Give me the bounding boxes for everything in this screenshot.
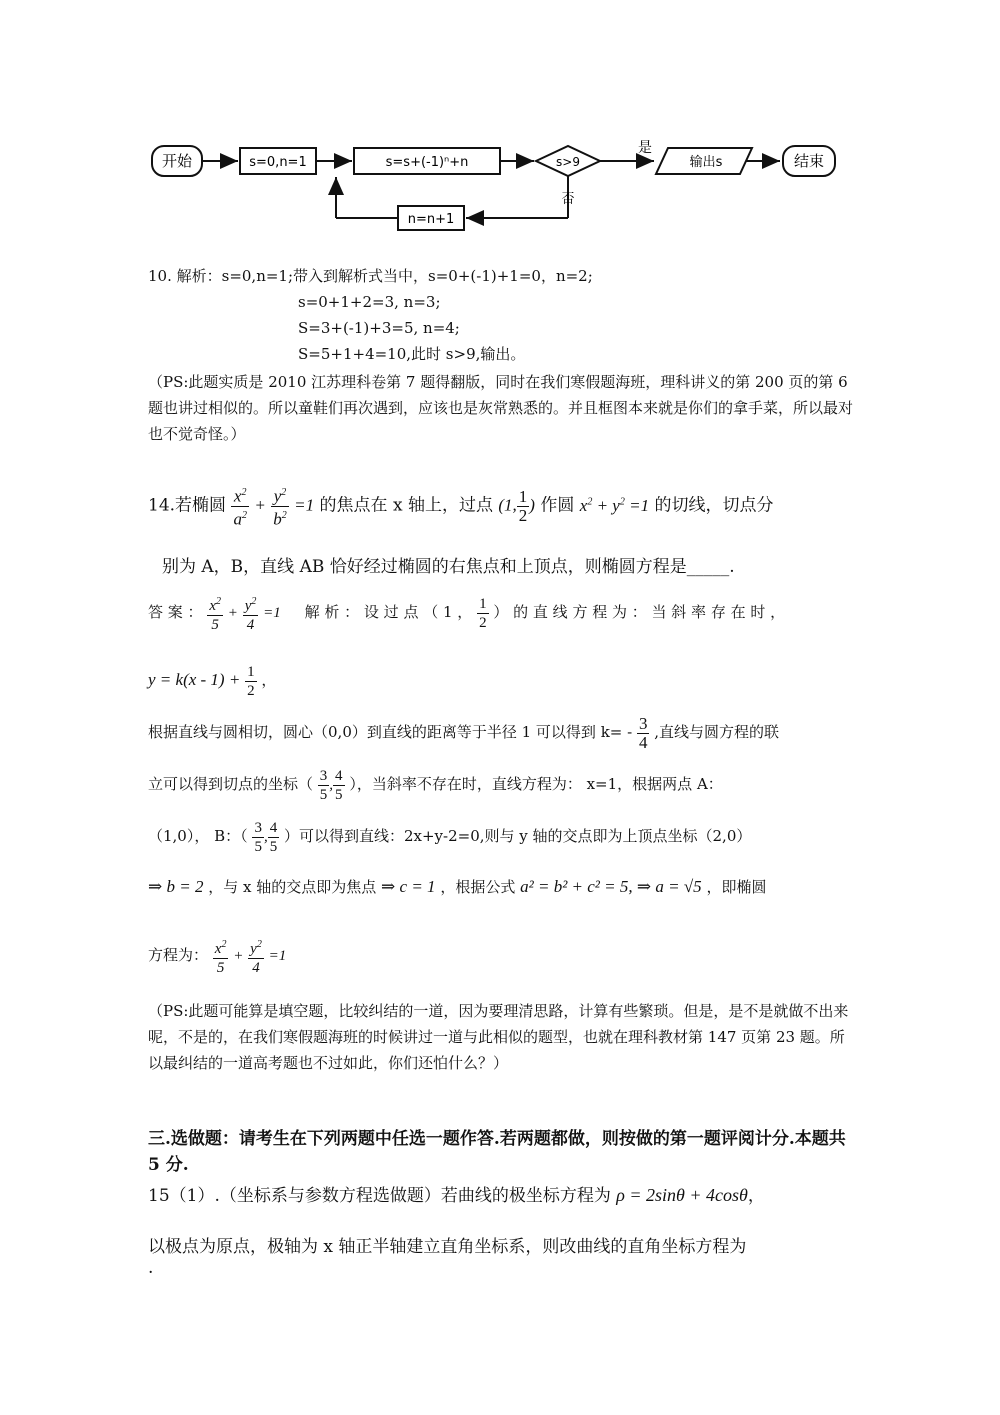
- point-b-x-fraction: $\frac{3}{5}$: [254, 819, 262, 855]
- tangent-row: [148, 712, 779, 752]
- points-a: （1,0）， B：（: [148, 827, 248, 845]
- final-x-fraction: $\frac{x^2}{5}$: [213, 936, 229, 977]
- tangent-x-fraction: $\frac{3}{5}$: [319, 767, 328, 803]
- q10-line3: S=3+(-1)+3=5, n=4;: [298, 319, 460, 337]
- ellipse-x-fraction: $\frac{x^2}{a^2}$: [231, 484, 249, 528]
- q10-line2: s=0+1+2=3, n=3;: [298, 293, 441, 311]
- q15-row1: [148, 1180, 765, 1211]
- q10-line1: 10. 解析：s=0,n=1;带入到解析式当中，s=0+(-1)+1=0，n=2;: [148, 267, 593, 285]
- b-equation: ⇒ b = 2: [148, 877, 204, 896]
- q15-a: 15（1）.（坐标系与参数方程选做题）若曲线的极坐标方程为: [148, 1186, 611, 1206]
- tangent-d: ），当斜率不存在时，直线方程为： x=1，根据两点 A：: [349, 775, 723, 793]
- end-label: 结束: [793, 152, 825, 170]
- derivation-row: [148, 872, 766, 902]
- final-y-fraction: $\frac{y^2}{4}$: [248, 936, 264, 977]
- answer-label: 答 案 ：: [148, 603, 203, 621]
- q14-stem-b: 的焦点在 x 轴上，过点: [319, 495, 493, 516]
- tangent-b: ,直线与圆方程的联: [654, 723, 780, 741]
- slope-fraction: $\frac{3}{4}$: [638, 713, 648, 752]
- analysis-b: ） 的 直 线 方 程 为 ： 当 斜 率 存 在 时 ，: [493, 603, 786, 621]
- init-label: s=0,n=1: [249, 155, 307, 170]
- flowchart: [140, 130, 850, 240]
- q15-c: .: [148, 1258, 154, 1278]
- q14-ps: （PS:此题可能算是填空题，比较纠结的一道，因为要理清思路，计算有些繁琐。但是，是不是就做不出来呢，不是的，在我们寒假题海班的时候讲过一道与此相似的题型，也就在理科教材第 147 页第 23 题。所以最纠结的一道高考题也不过如此，你们还怕什么？）: [148, 1002, 849, 1072]
- focus-text: ，与 x 轴的交点即为焦点: [208, 878, 377, 896]
- final-row: 方程为： $\frac{x^2}{5}$ + $\frac{y^2}{4}$ =1: [148, 935, 286, 977]
- q15-b: 以极点为原点，极轴为 x 轴正半轴建立直角坐标系，则改曲线的直角坐标方程为: [148, 1237, 747, 1257]
- q10-line4: S=5+1+4=10,此时 s>9,输出。: [298, 345, 526, 363]
- analysis-a: 解 析 ： 设 过 点 （ 1 ，: [304, 603, 473, 621]
- q14-stem-c: 作圆: [540, 495, 575, 516]
- answer-x-fraction: $\frac{x^2}{5}$: [207, 593, 223, 634]
- start-label: 开始: [161, 152, 193, 170]
- c-equation: ⇒ c = 1: [381, 877, 436, 896]
- line-eq-tail: ，: [261, 671, 277, 689]
- q14-stem-d: 的切线，切点分: [654, 495, 774, 516]
- tangent-a: 根据直线与圆相切，圆心（0,0）到直线的距离等于半径 1 可以得到 k= -: [148, 723, 633, 741]
- q14-stem-a: 14.若椭圆: [148, 495, 227, 516]
- section3-title: 三.选做题：请考生在下列两题中任选一题作答.若两题都做，则按做的第一题评阅计分.本题共 5 分.: [148, 1129, 846, 1175]
- condition-label: s>9: [556, 155, 580, 169]
- q10-ps: （PS:此题实质是 2010 江苏理科卷第 7 题得翻版，同时在我们寒假题海班，理科讲义的第 200 页的第 6 题也讲过相似的。所以童鞋们再次遇到，应该也是灰常熟悉的。并且框图本来就是你们的拿手菜，所以最对也不觉奇怪。）: [148, 373, 854, 443]
- yes-label: 是: [638, 140, 652, 156]
- q15-polar-equation: ρ = 2sinθ + 4cosθ: [616, 1185, 748, 1205]
- formula-label: ，根据公式: [440, 878, 516, 896]
- no-label: 否: [561, 192, 575, 207]
- analysis-half-fraction: $\frac{1}{2}$: [479, 595, 487, 631]
- final-label: 方程为：: [148, 946, 209, 964]
- point-half-fraction: $\frac{1}{2}$: [518, 486, 528, 525]
- q14-stem: 14.若椭圆 $\frac{x^2}{a^2}$ + $\frac{y^2}{b^2}$ =1 的焦点在 x 轴上，过点 (1, $\frac{1}{2}$ ) 作圆 $x^2 + y^2 =1$ 的切线，切点分: [148, 482, 773, 528]
- ellipse-label: ，即椭圆: [706, 878, 767, 896]
- q15-comma: ，: [747, 1186, 765, 1206]
- update-label: s=s+(-1)ⁿ+n: [385, 155, 469, 170]
- increment-label: n=n+1: [407, 212, 455, 227]
- a-formula: a² = b² + c² = 5, ⇒ a = √5: [520, 877, 702, 896]
- point-b-y-fraction: $\frac{4}{5}$: [269, 819, 278, 855]
- ellipse-y-fraction: $\frac{y^2}{b^2}$: [271, 484, 289, 528]
- tangent-c: 立可以得到切点的坐标（: [148, 775, 314, 793]
- answer-y-fraction: $\frac{y^2}{4}$: [243, 593, 259, 634]
- line-half-fraction: $\frac{1}{2}$: [247, 663, 255, 699]
- tangent-y-fraction: $\frac{4}{5}$: [335, 767, 343, 803]
- tangent-point-row: 立可以得到切点的坐标（ $\frac{3}{5}$ , $\frac{4}{5}$ ），当斜率不存在时，直线方程为： x=1，根据两点 A：: [148, 767, 723, 803]
- line-equation: y = k(x - 1) + $\frac{1}{2}$ ，: [148, 663, 277, 699]
- q14-stem-line2: 别为 A，B，直线 AB 恰好经过椭圆的右焦点和上顶点，则椭圆方程是_____.: [162, 557, 735, 577]
- points-row: （1,0）， B：（ $\frac{3}{5}$ , $\frac{4}{5}$ ）可以得到直线：2x+y-2=0,则与 y 轴的交点即为上顶点坐标（2,0）: [148, 819, 752, 855]
- q14-answer-row: 答 案 ： $\frac{x^2}{5}$ + $\frac{y^2}{4}$ =1 解 析 ： 设 过 点 （ 1 ， $\frac{1}{2}$ ） 的 直 线 方 程 为 ： 当 斜 率 存 在 时 ，: [148, 592, 785, 634]
- points-b: ）可以得到直线：2x+y-2=0,则与 y 轴的交点即为上顶点坐标（2,0）: [283, 827, 752, 845]
- output-label: 输出s: [689, 155, 723, 170]
